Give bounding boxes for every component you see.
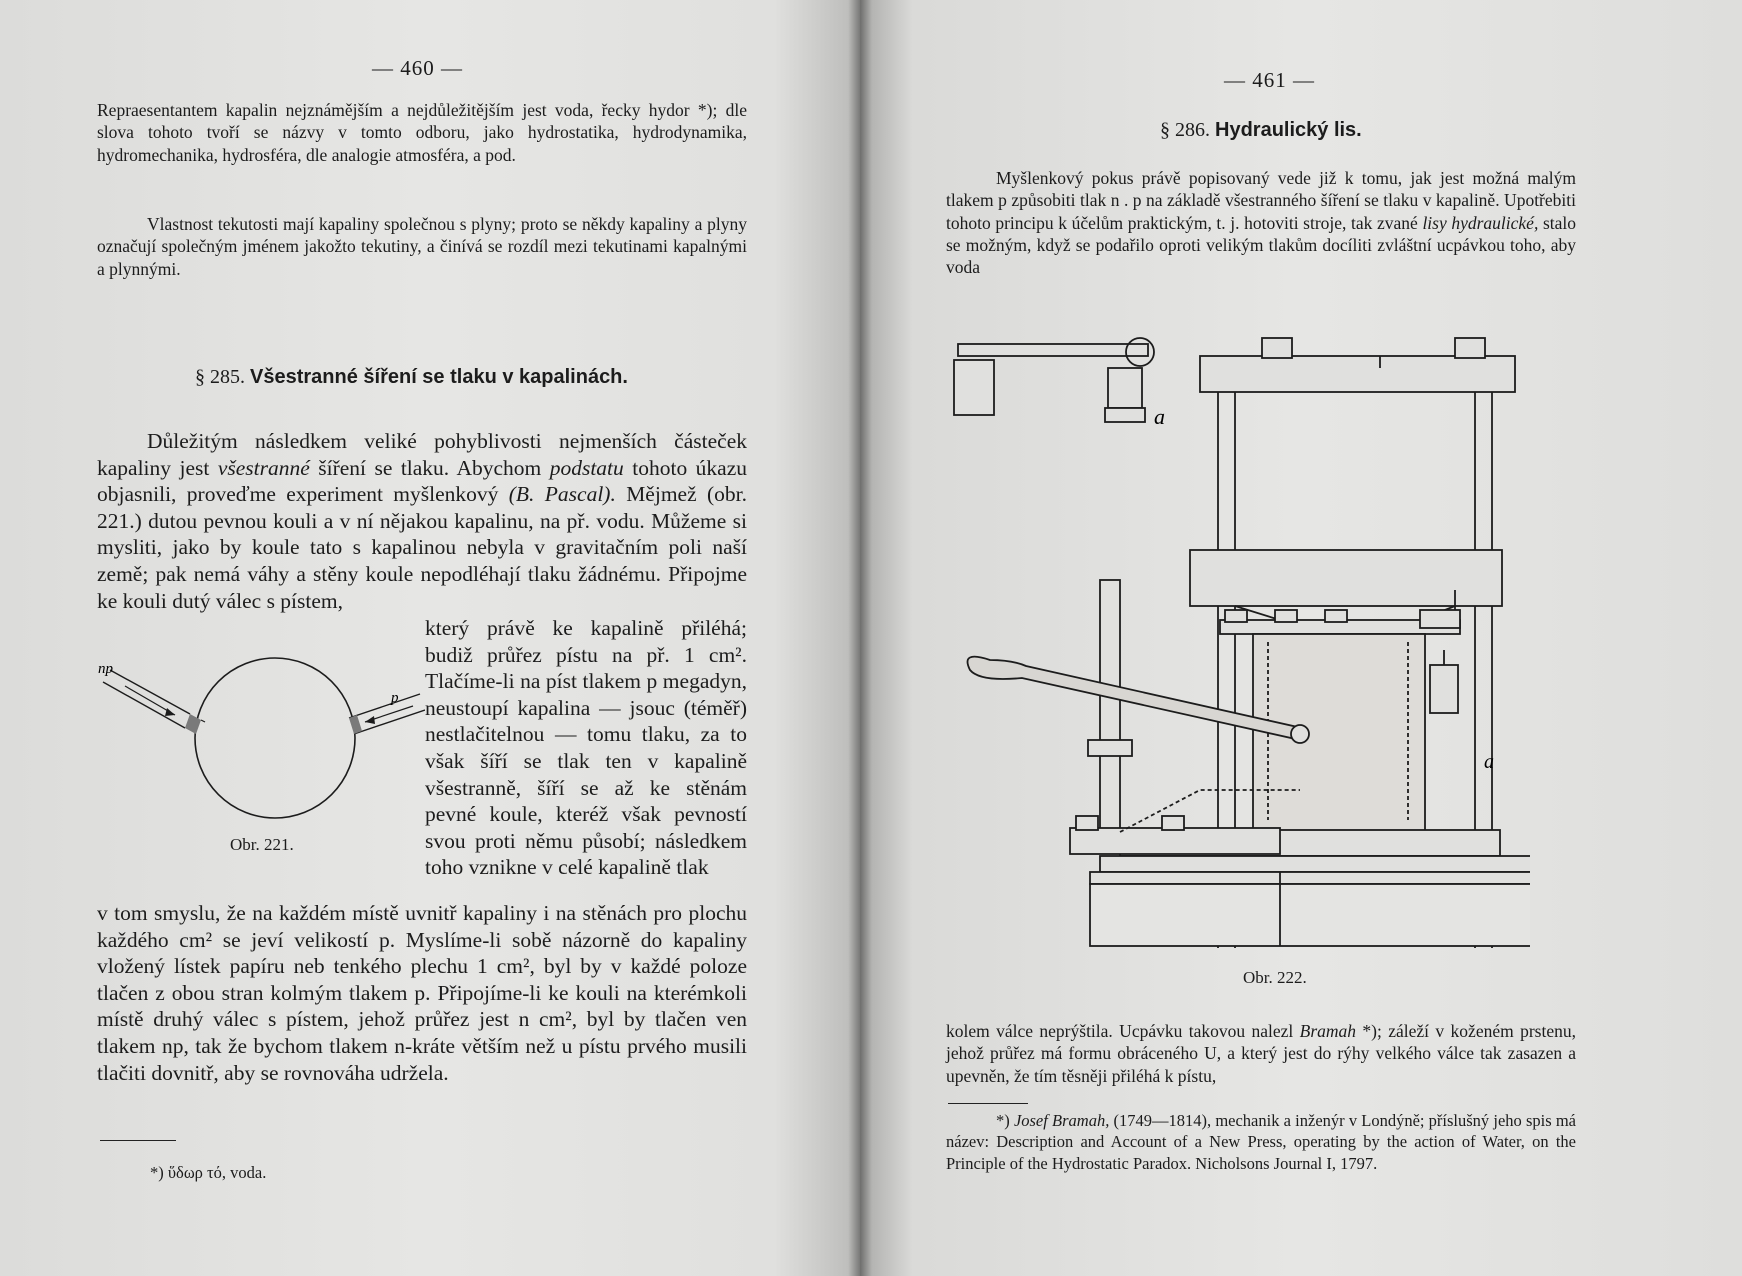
text-run: tohoto úkazu objasnili, proveďme experiment myšlenkový <box>97 455 747 507</box>
left-paragraph-2: Vlastnost tekutosti mají kapaliny společnou s plyny; proto se někdy kapaliny a plyny označují společným jménem jakožto tekutiny, a činívá se rozdíl mezi tekutinami kapalnými a plynnými. <box>97 214 747 279</box>
section-number-285: § 285. <box>195 366 245 388</box>
left-paragraph-1: Repraesentantem kapalin nejznámějším a nejdůležitějším jest voda, řecky hydor *); dle slova tohoto tvoří se názvy v tomto odboru, jako hydrostatika, hydrodynamika, hydromechanika, hydrosféra, dle analogie atmosféra, a pod. <box>97 100 747 165</box>
section-heading-286 <box>1160 119 1362 142</box>
footnote-rule <box>948 1103 1028 1104</box>
label-a-right: a <box>1484 751 1494 773</box>
press-top-beam <box>1200 356 1515 392</box>
section-title-285: Všestranné šíření se tlaku v kapalinách. <box>250 366 628 388</box>
emphasis-text: Bramah <box>1299 1021 1357 1041</box>
pump-gland <box>1088 740 1132 756</box>
text-run: Důležitým následkem veliké pohyblivosti nejmenších částeček kapaliny jest <box>97 429 747 480</box>
section-title-286: Hydraulický lis. <box>1215 119 1362 141</box>
pump-block <box>1070 828 1280 854</box>
bolt <box>1162 816 1184 830</box>
drain-tap <box>1420 610 1460 628</box>
left-paragraph-wrap: který právě ke kapalině přiléhá; budiž průřez pístu na př. 1 cm². Tlačíme-li na píst tlakem p megadyn, neustoupí kapalina — jsouc (téměř) nestlačitelnou — tomu tlaku, za to však šíří se tlak ten v kapalině všestranně, šíří se až ke stěnám pevné koule, kteréž však pevností svou proti němu působí; následkem toho vznikne v celé kapalině tlak <box>425 616 747 880</box>
text-run: šíření se tlaku. Abychom <box>309 455 550 480</box>
label-a-top: a <box>1154 404 1165 429</box>
left-paragraph-3 <box>97 428 747 614</box>
right-page <box>860 0 1742 1276</box>
page-number-461: — 461 — <box>1224 68 1315 92</box>
weight-box <box>954 360 994 415</box>
left-footnote: *) ὕδωρ τό, voda. <box>150 1163 267 1182</box>
piston-2 <box>349 715 362 734</box>
sphere-outline <box>195 658 355 818</box>
nut-left <box>1262 338 1292 358</box>
arrow-head <box>365 716 375 724</box>
bolt <box>1076 816 1098 830</box>
emphasis-text: Josef Bramah, <box>1013 1111 1110 1130</box>
section-number-286: § 286. <box>1160 119 1210 141</box>
figure-222-hydraulic-press <box>950 320 1530 965</box>
emphasis-text: všestranné <box>217 455 310 480</box>
figure-221-sphere <box>95 630 425 860</box>
arrow-head <box>165 708 175 716</box>
book-gutter <box>848 0 872 1276</box>
press-base-middle <box>1100 856 1530 872</box>
emphasis-text: (B. Pascal). <box>508 482 616 507</box>
bolt <box>1225 610 1247 622</box>
footnote-rule <box>100 1140 176 1141</box>
lever-pivot <box>1291 725 1309 743</box>
weight-arm <box>958 344 1148 356</box>
figure-222-caption: Obr. 222. <box>1243 968 1307 987</box>
right-footnote <box>946 1110 1576 1174</box>
text-run: *); záleží v koženém prstenu, jehož průřez má formu obráceného U, a který jest do rýhy velkého válce tak zasazen a upevněn, že tím těsněji přiléhá k pístu, <box>946 1021 1576 1086</box>
emphasis-text: podstatu <box>549 455 624 480</box>
weight-valve <box>1108 368 1142 408</box>
press-foundation <box>1090 884 1530 946</box>
press-base-lower <box>1090 872 1530 884</box>
text-run: kolem válce neprýštila. Ucpávku takovou nalezl <box>946 1021 1300 1041</box>
left-paragraph-4: v tom smyslu, že na každém místě uvnitř kapaliny i na stěnách pro plochu každého cm² se jeví velikostí p. Myslíme-li sobě názorně do kapaliny vložený lístek papíru neb tenkého plechu 1 cm², byl by v každé poloze tlačen z obou stran kolmým tlakem p. Připojíme-li ke kouli na kterémkoli místě druhý válec s pístem, jehož průřez jest n cm², byl by tlačen ven tlakem np, tak že bychom tlakem n-kráte větším než u pístu prvého musili tlačiti dovnitř, aby se rovnováha udržela. <box>97 901 747 1085</box>
emphasis-text: lisy hydraulické, <box>1422 212 1539 233</box>
bolt <box>1275 610 1297 622</box>
right-paragraph-1 <box>946 167 1576 278</box>
pump-lever-handle <box>968 657 1303 740</box>
pump-plunger <box>1100 580 1120 830</box>
page-number-460: — 460 — <box>372 56 463 80</box>
text-run: Mějmež (obr. 221.) dutou pevnou kouli a v ní nějakou kapalinu, na př. vodu. Můžeme si mysliti, jako by koule tato s kapalinou nebyla v gravitačním poli naší země; pak nemá váhy a stěny koule nepodléhají tlaku žádnému. Připojme ke kouli dutý válec s pístem, <box>97 482 747 613</box>
nut-right <box>1455 338 1485 358</box>
right-paragraph-2 <box>946 1020 1576 1087</box>
text-run: *) <box>996 1111 1014 1130</box>
text-run: stalo se možným, když se podařilo oproti velikým tlakům docíliti zvláštní ucpávkou toho, aby voda <box>946 212 1576 278</box>
cylinder-1-edge <box>201 720 205 722</box>
section-heading-285 <box>195 366 628 389</box>
text-run: Myšlenkový pokus právě popisovaný vede již k tomu, jak jest možná malým tlakem p způsobiti tlak n . p na základě všestranného šíření se tlaku v kapalině. Upotřebiti tohoto principu k účelům praktickým, t. j. hotoviti stroje, tak zvané <box>946 168 1576 233</box>
safety-valve <box>1430 665 1458 713</box>
figure-221-caption: Obr. 221. <box>230 835 294 854</box>
bolt <box>1325 610 1347 622</box>
weight-valve-seat <box>1105 408 1145 422</box>
label-np: np <box>98 661 113 677</box>
left-page <box>0 0 860 1276</box>
text-run: (1749—1814), mechanik a inženýr v Londýně; příslušný jeho spis má název: Description and Account of a New Press, operating by the action of Water, on the Principle of the Hydrostatic Paradox. Nicholsons Journal I, 1797. <box>946 1111 1576 1173</box>
cylinder-2-edge <box>349 694 420 718</box>
label-p: p <box>391 690 399 706</box>
